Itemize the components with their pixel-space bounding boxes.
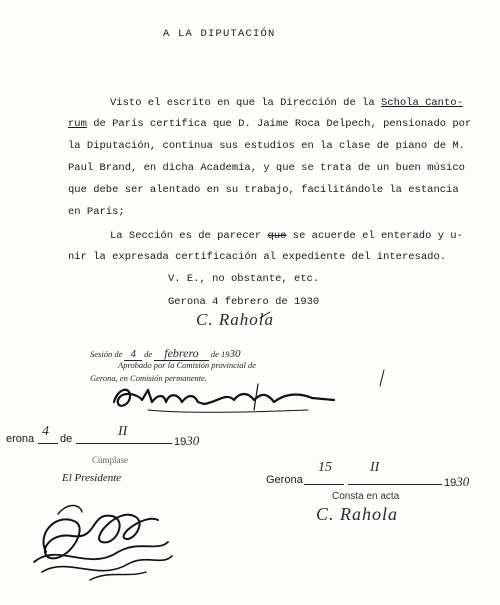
right-footer-signature: C. Rahola [316,504,399,524]
body-line-3: la Diputación, continua sus estudios en la clase de piano de M. [68,140,465,152]
left-footer-day: 4 [42,424,49,439]
pen-mark [376,368,388,388]
closing-formula: V. E., no obstante, etc. [168,273,320,285]
right-footer-day-line [304,484,344,485]
left-footer-date: erona [6,433,35,445]
body-line-1: Visto el escrito en que la Dirección de la Schola Canto- [110,97,463,109]
left-footer-year: 1930 [174,433,200,448]
president-signature [28,492,178,587]
document-date: Gerona 4 febrero de 1930 [168,296,320,308]
right-footer-day: 15 [318,460,332,475]
session-place-text: Gerona, en Comisión permanente. [90,373,208,383]
body-line-8: nir la expresada certificación al expediente del interesado. [68,251,447,263]
left-footer-de: de [60,433,73,445]
initial-signature: C. Rahola [196,310,274,329]
right-footer-month-line [348,484,442,485]
body-line-2: rum de París certifica que D. Jaime Roca Delpech, pensionado por [68,118,472,130]
consta-en-acta-label: Consta en acta [332,491,400,502]
left-footer-day-line [38,443,58,444]
body-line-4: Paul Brand, en dicha Academia, y que se trata de un buen músico [68,162,465,174]
body-line-6: en París; [68,206,125,218]
cumplase-label: Cúmplase [92,455,128,465]
left-footer-month-line [76,443,172,444]
left-footer-month: II [118,424,128,439]
right-footer-place: Gerona [266,474,303,486]
president-label: El Presidente [62,472,122,484]
session-stamp-line: Sesión de 4 de febrero de 1930 [90,346,241,360]
secretary-signature [108,380,348,420]
right-footer-year: 1930 [444,474,470,489]
body-line-7: La Sección es de parecer que se acuerde el enterado y u- [110,230,463,242]
document-title: A LA DIPUTACIÓN [163,28,276,40]
pen-tick [258,310,272,320]
body-line-5: que debe ser alentado en su trabajo, facilitándole la estancia [68,184,459,196]
right-footer-month: II [370,460,380,475]
session-approved-text: Aprobado por la Comisión provincial de [118,360,256,370]
